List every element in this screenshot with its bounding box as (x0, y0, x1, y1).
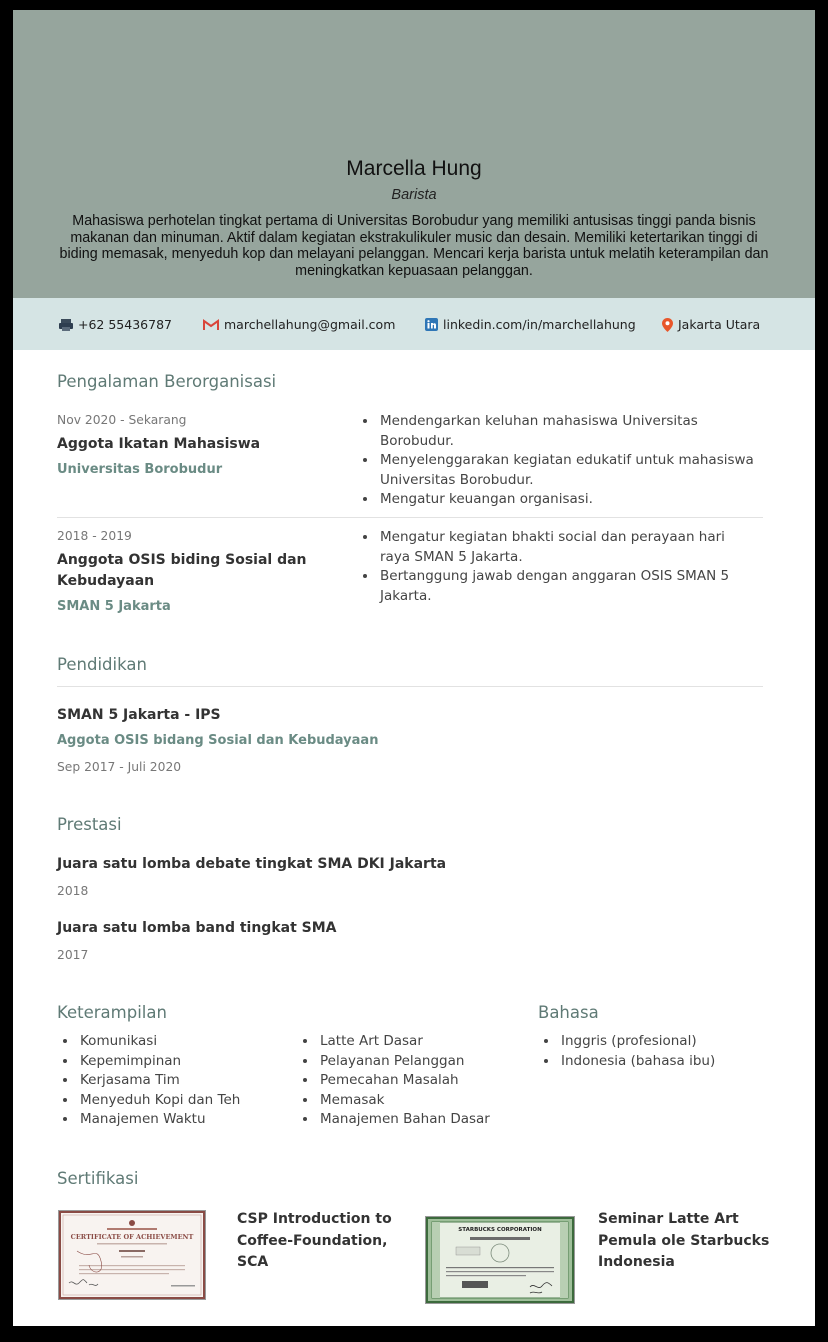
education-section-title: Pendidikan (57, 655, 147, 674)
mail-icon (203, 319, 219, 331)
certificate-image-2 (425, 1216, 575, 1304)
contact-bar (13, 298, 815, 350)
exp1-organization: Universitas Borobudur (57, 462, 223, 477)
list-item: • Kerjasama Tim (78, 1071, 288, 1091)
list-item: • Mendengarkan keluhan mahasiswa Universitas Borobudur. (378, 412, 758, 451)
divider (57, 686, 763, 687)
list-item: • Manajemen Waktu (78, 1110, 288, 1130)
list-item: • Memasak (318, 1091, 528, 1111)
linkedin-icon (425, 318, 438, 331)
list-item: • Menyelenggarakan kegiatan edukatif untuk mahasiswa Universitas Borobudur. (378, 451, 758, 490)
list-item: • Pemecahan Masalah (318, 1071, 528, 1091)
languages-list (539, 1032, 769, 1071)
exp2-position: Anggota OSIS biding Sosial dan Kebudayaan (57, 552, 307, 589)
contact-linkedin[interactable] (425, 317, 636, 332)
list-item: • Menyeduh Kopi dan Teh (78, 1091, 288, 1111)
achievement-2-name: Juara satu lomba band tingkat SMA (57, 920, 337, 936)
education-school: SMAN 5 Jakarta - IPS (57, 707, 221, 723)
list-item: • Kepemimpinan (78, 1052, 288, 1072)
list-item: • Inggris (profesional) (559, 1032, 769, 1052)
skills-section-title: Keterampilan (57, 1003, 167, 1022)
exp2-bullets (358, 528, 758, 606)
resume-header (13, 10, 815, 298)
achievement-1-year: 2018 (57, 884, 89, 898)
list-item: • Latte Art Dasar (318, 1032, 528, 1052)
list-item: • Pelayanan Pelanggan (318, 1052, 528, 1072)
languages-section-title: Bahasa (538, 1003, 599, 1022)
list-item: • Bertanggung jawab dengan anggaran OSIS SMAN 5 Jakarta. (378, 567, 758, 606)
certificate-heading: STARBUCKS CORPORATION (458, 1227, 542, 1233)
achievements-section-title: Prestasi (57, 815, 122, 834)
phone-text: +62 55436787 (78, 317, 172, 332)
certificate-1-title: CSP Introduction to Coffee-Foundation, SCA (237, 1211, 392, 1270)
candidate-name: Marcella Hung (346, 157, 482, 180)
list-item: • Mengatur kegiatan bhakti social dan perayaan hari raya SMAN 5 Jakarta. (378, 528, 758, 567)
list-item: • Indonesia (bahasa ibu) (559, 1052, 769, 1072)
linkedin-text: linkedin.com/in/marchellahung (443, 317, 636, 332)
candidate-role: Barista (391, 187, 437, 203)
experience-section-title: Pengalaman Berorganisasi (57, 372, 277, 391)
location-text: Jakarta Utara (678, 317, 761, 332)
list-item: • Komunikasi (78, 1032, 288, 1052)
contact-location (662, 317, 760, 332)
certifications-section-title: Sertifikasi (57, 1169, 139, 1188)
profile-summary: Mahasiswa perhotelan tingkat pertama di Universitas Borobudur yang memiliki antusisas tinggi panda bisnis makanan dan minuman. Aktif dalam kegiatan ekstrakulikuler music dan desain. Memiliki ketertarikan tinggi di biding memasak, menyeduh kop dan melayani pelanggan. Mencari kerja barista untuk melatih keterampilan dan meningkatkan kepuasaan pelanggan. (59, 213, 769, 279)
certificate-thumbnail (59, 1211, 205, 1299)
email-text: marchellahung@gmail.com (224, 317, 396, 332)
resume-page (13, 10, 815, 1326)
certificate-image-1 (58, 1210, 206, 1300)
certificate-heading: CERTIFICATE OF ACHIEVEMENT (70, 1233, 194, 1241)
skills-column-2 (298, 1032, 528, 1130)
exp2-period: 2018 - 2019 (57, 529, 132, 543)
exp1-position: Aggota Ikatan Mahasiswa (57, 436, 261, 452)
achievement-2-year: 2017 (57, 948, 89, 962)
exp1-bullets (358, 412, 758, 510)
education-detail: Aggota OSIS bidang Sosial dan Kebudayaan (57, 733, 379, 748)
achievement-1-name: Juara satu lomba debate tingkat SMA DKI Jakarta (57, 856, 447, 872)
exp1-period: Nov 2020 - Sekarang (57, 413, 187, 427)
skills-column-1 (58, 1032, 288, 1130)
list-item: • Mengatur keuangan organisasi. (378, 490, 758, 510)
certificate-2-title: Seminar Latte Art Pemula ole Starbucks Indonesia (598, 1211, 770, 1270)
contact-phone (59, 317, 172, 332)
exp2-organization: SMAN 5 Jakarta (57, 599, 171, 614)
phone-icon (59, 319, 73, 331)
divider (57, 517, 763, 518)
list-item: • Manajemen Bahan Dasar (318, 1110, 528, 1130)
stock-certificate-thumbnail (426, 1217, 574, 1303)
contact-email[interactable] (203, 317, 395, 332)
education-period: Sep 2017 - Juli 2020 (57, 760, 182, 774)
location-pin-icon (662, 318, 673, 332)
